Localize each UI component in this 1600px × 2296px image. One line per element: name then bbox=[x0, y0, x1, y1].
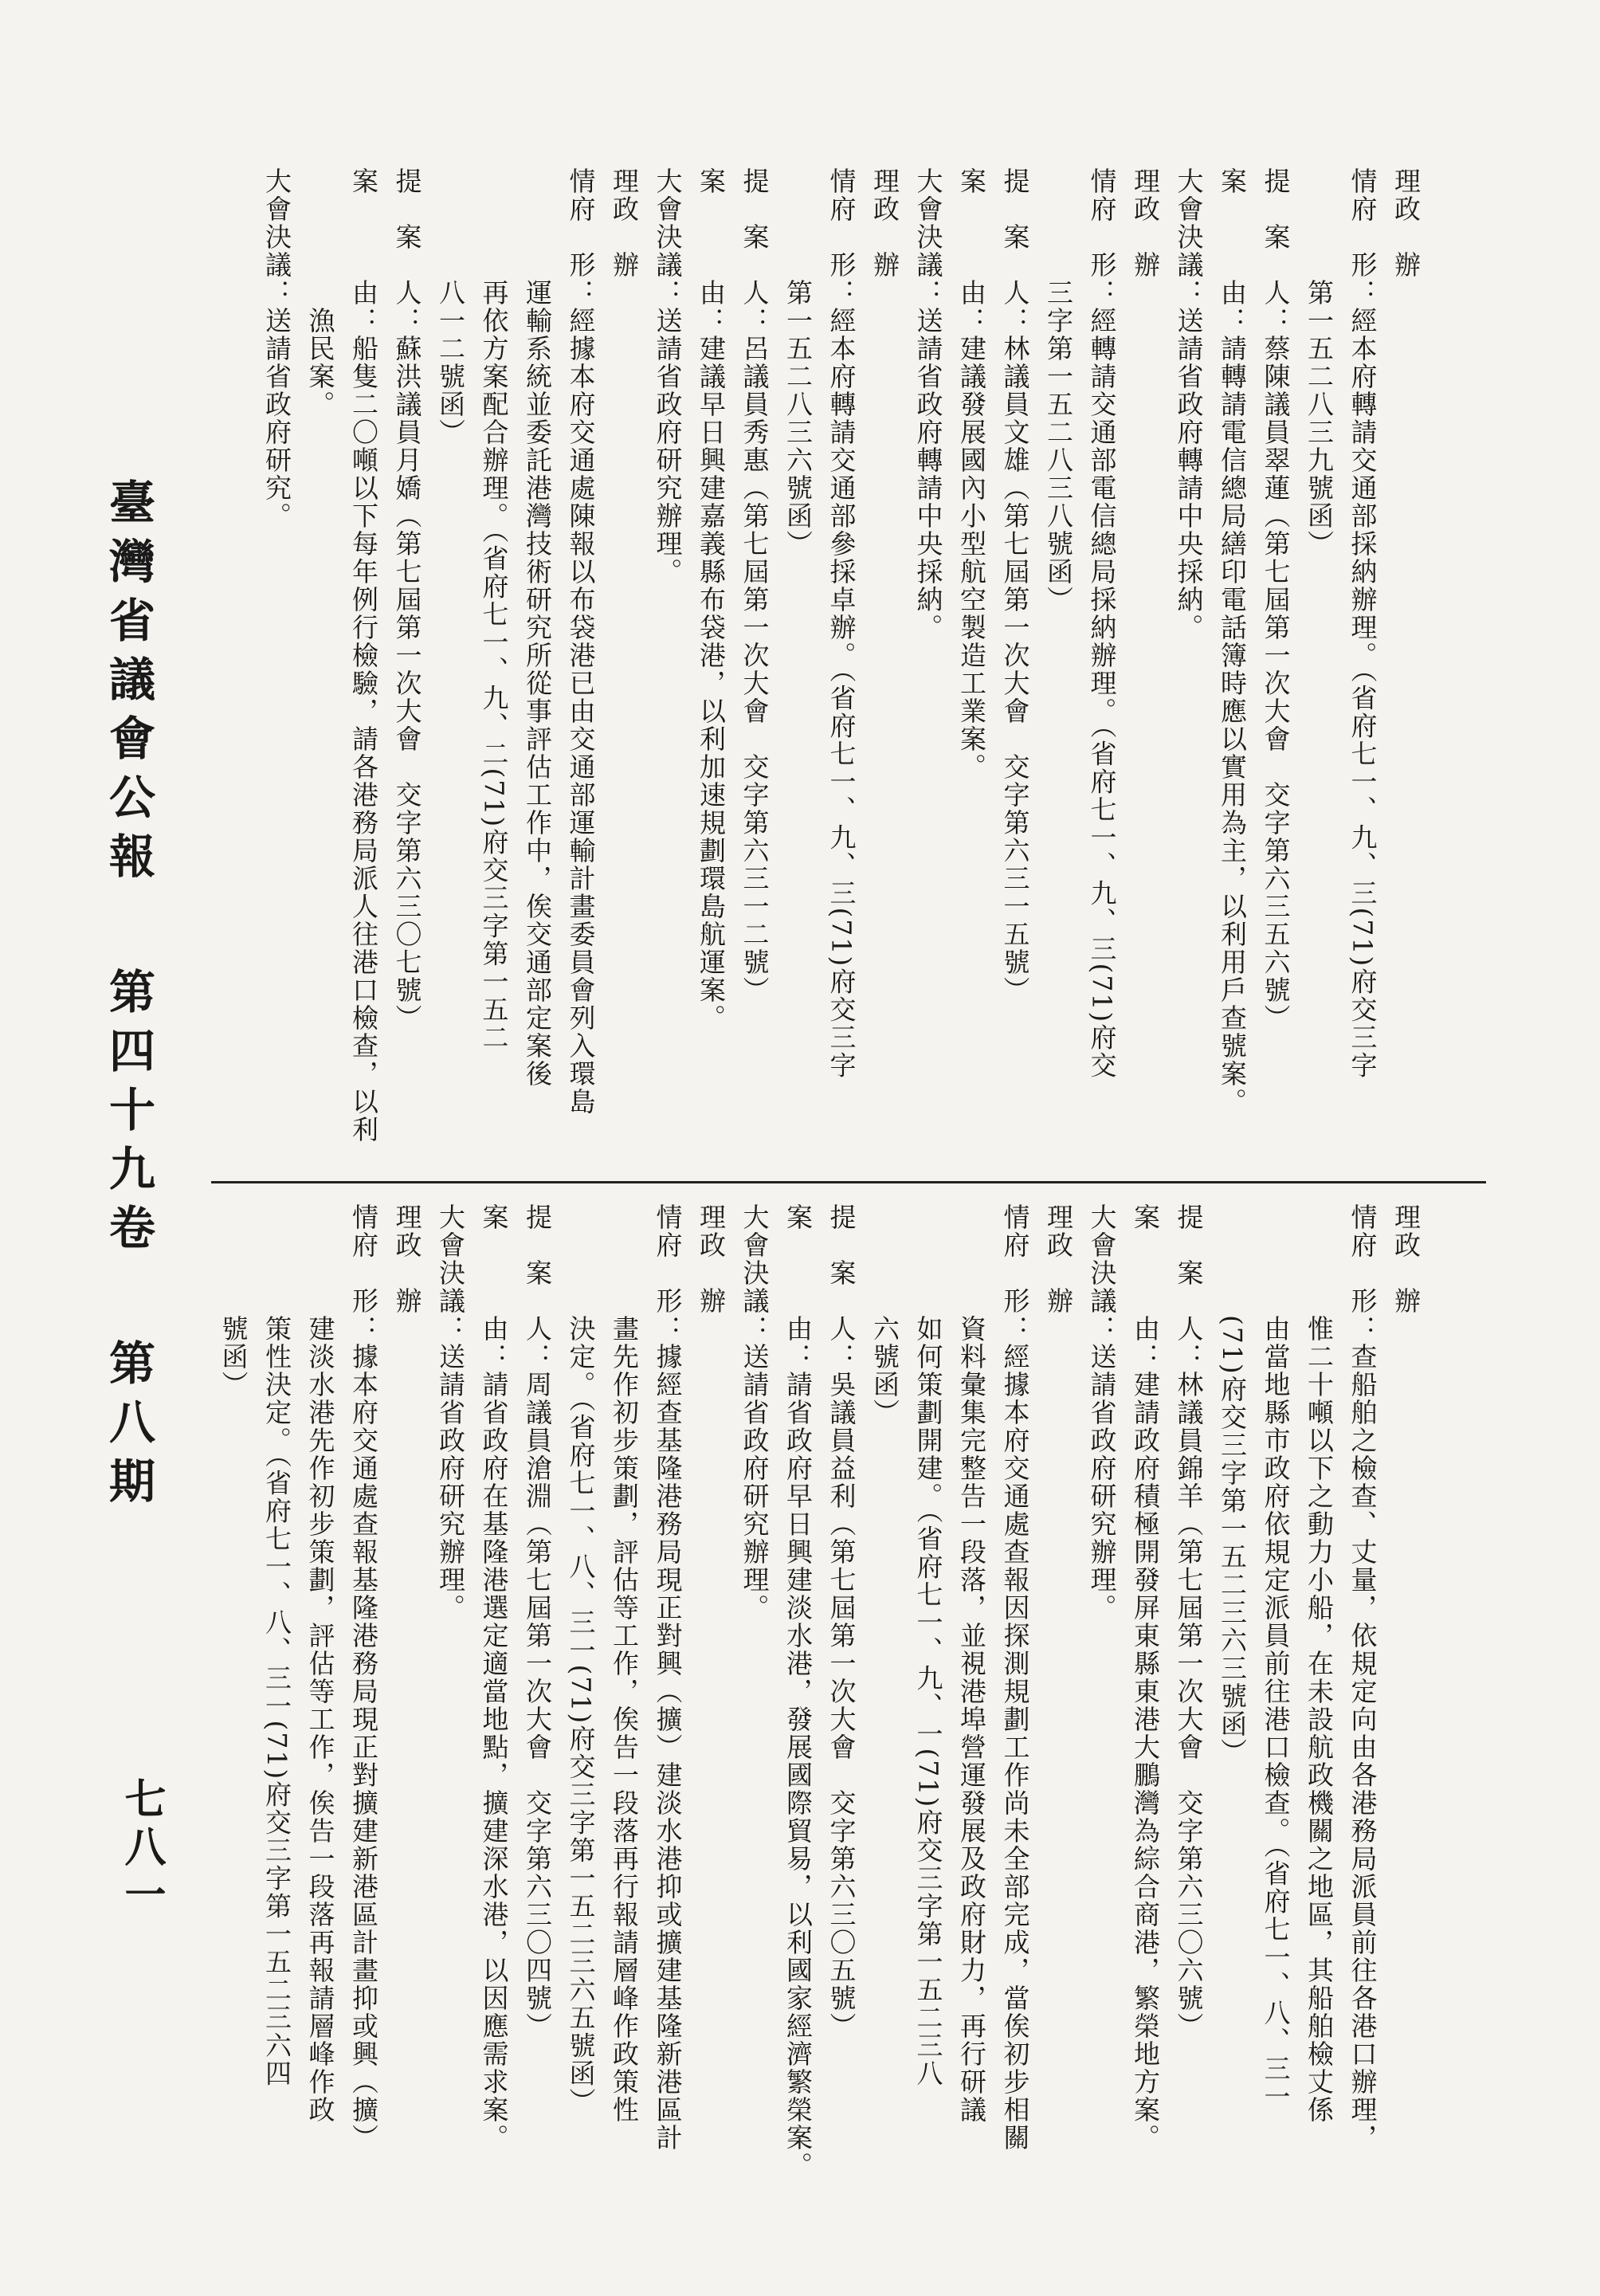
text-column: 理政 辦 bbox=[1390, 167, 1422, 279]
text-column: 理政 辦 bbox=[391, 1203, 423, 1315]
text-column: 大會決議：送請省政府轉請中央採納。 bbox=[1173, 167, 1205, 642]
text-column: 案 由：請省政府在基隆港選定適當地點，擴建深水港，以因應需求案。 bbox=[478, 1203, 510, 2152]
page-number: 七八一 bbox=[117, 1777, 166, 1921]
volume-label: 第四十九卷 bbox=[101, 967, 155, 1263]
text-column: 提 案 人：林議員文雄（第七屆第一次大會 交字第六三一五號） bbox=[999, 167, 1031, 1004]
text-column: 決定。（省府七一、八、三一(71)府交三字第一五二三六五號函） bbox=[565, 1203, 597, 2116]
text-column: 大會決議：送請省政府研究。 bbox=[261, 167, 292, 530]
text-column: 八一二號函） bbox=[435, 167, 466, 446]
text-column: 由當地縣市政府依規定派員前往港口檢查。（省府七一、八、三一 bbox=[1260, 1203, 1292, 2111]
top-half-section bbox=[0, 167, 1514, 1187]
text-column: 大會決議：送請省政府轉請中央採納。 bbox=[912, 167, 944, 642]
bottom-half-section bbox=[0, 1203, 1514, 2192]
text-column: 理政 辦 bbox=[1043, 1203, 1074, 1315]
text-column: 六號函） bbox=[869, 1203, 900, 1427]
text-column: 提 案 人：呂議員秀惠（第七屆第一次大會 交字第六三一二號） bbox=[739, 167, 771, 1004]
text-column: 理政 辦 bbox=[869, 167, 900, 279]
text-column: 大會決議：送請省政府研究辦理。 bbox=[1086, 1203, 1118, 1622]
text-column: 情府 形：經本府轉請交通部參採卓辦。（省府七一、九、三(71)府交三字 bbox=[825, 167, 857, 1080]
text-column: 提 案 人：林議員錦羊（第七屆第一次大會 交字第六三〇六號） bbox=[1173, 1203, 1205, 2040]
text-column: 案 由：建請政府積極開發屏東縣東港大鵬灣為綜合商港，繁榮地方案。 bbox=[1130, 1203, 1161, 2152]
publication-title: 臺灣省議會公報 bbox=[101, 478, 155, 891]
text-column: 資料彙集完整告一段落，並視港埠營運發展及政府財力，再行研議 bbox=[956, 1203, 987, 2124]
text-column: 提 案 人：周議員滄淵（第七屆第一次大會 交字第六三〇四號） bbox=[522, 1203, 553, 2040]
text-column: 情府 形：經轉請交通部電信總局採納辦理。（省府七一、九、三(71)府交 bbox=[1086, 167, 1118, 1080]
text-column: 提 案 人：吳議員益利（第七屆第一次大會 交字第六三〇五號） bbox=[825, 1203, 857, 2040]
text-column: 大會決議：送請省政府研究辦理。 bbox=[739, 1203, 771, 1622]
text-column: 案 由：請轉請電信總局繕印電話簿時應以實用為主，以利用戶查號案。 bbox=[1217, 167, 1248, 1116]
text-column: 理政 辦 bbox=[1390, 1203, 1422, 1315]
text-column: 情府 形：查船舶之檢查、丈量，依規定向由各港務局派員前往各港口辦理， bbox=[1347, 1203, 1378, 2152]
text-column: 號函） bbox=[218, 1203, 249, 1399]
text-column: 三字第一五二八三八號函） bbox=[1043, 167, 1074, 614]
text-column: 畫先作初步策劃，評估等工作，俟告一段落再行報請層峰作政策性 bbox=[609, 1203, 640, 2124]
text-column: 再依方案配合辦理。（省府七一、九、二(71)府交三字第一五二 bbox=[478, 167, 510, 1052]
text-column: 第一五二八三六號函） bbox=[782, 167, 814, 558]
text-column: 理政 辦 bbox=[609, 167, 640, 279]
text-column: 提 案 人：蔡陳議員翠蓮（第七屆第一次大會 交字第六三五六號） bbox=[1260, 167, 1292, 1032]
text-column: 案 由：建議發展國內小型航空製造工業案。 bbox=[956, 167, 987, 781]
text-column: 大會決議：送請省政府研究辦理。 bbox=[652, 167, 684, 586]
text-column: 情府 形：據經查基隆港務局現正對興（擴）建淡水港抑或擴建基隆新港區計 bbox=[652, 1203, 684, 2152]
text-column: 提 案 人：蘇洪議員月嬌（第七屆第一次大會 交字第六三〇七號） bbox=[391, 167, 423, 1032]
text-column: 運輸系統並委託港灣技術研究所從事評估工作中，俟交通部定案後 bbox=[522, 167, 553, 1088]
text-column: 理政 辦 bbox=[1130, 167, 1161, 279]
text-column: (71)府交三字第一五二三六三號函） bbox=[1217, 1203, 1248, 1766]
text-column: 惟二十噸以下之動力小船，在未設航政機關之地區，其船舶檢丈係 bbox=[1304, 1203, 1335, 2124]
text-column: 情府 形：據本府交通處查報基隆港務局現正對擴建新港區計畫抑或興（擴） bbox=[348, 1203, 379, 2152]
text-column: 案 由：船隻二〇噸以下每年例行檢驗，請各港務局派人往港口檢查，以利 bbox=[348, 167, 379, 1144]
text-column: 案 由：建議早日興建嘉義縣布袋港，以利加速規劃環島航運案。 bbox=[696, 167, 727, 1032]
text-column: 大會決議：送請省政府研究辦理。 bbox=[435, 1203, 466, 1622]
text-column: 策性決定。（省府七一、八、三一(71)府交三字第一五二三六四 bbox=[261, 1203, 292, 2088]
text-column: 情府 形：經據本府交通處查報因探測規劃工作尚未全部完成，當俟初步相關 bbox=[999, 1203, 1031, 2152]
issue-label: 第八期 bbox=[101, 1339, 155, 1517]
text-column: 第一五二八三九號函） bbox=[1304, 167, 1335, 558]
text-column: 理政 辦 bbox=[696, 1203, 727, 1315]
text-column: 案 由：請省政府早日興建淡水港，發展國際貿易，以利國家經濟繁榮案。 bbox=[782, 1203, 814, 2180]
text-column: 情府 形：經據本府交通處陳報以布袋港已由交通部運輸計畫委員會列入環島 bbox=[565, 167, 597, 1116]
text-column: 漁民案。 bbox=[304, 167, 336, 418]
text-column: 如何策劃開建。（省府七一、九、一(71)府交三字第一五二三八 bbox=[912, 1203, 944, 2088]
text-column: 情府 形：經本府轉請交通部採納辦理。（省府七一、九、三(71)府交三字 bbox=[1347, 167, 1378, 1080]
section-divider bbox=[211, 1181, 1486, 1183]
text-column: 建淡水港先作初步策劃，評估等工作，俟告一段落再報請層峰作政 bbox=[304, 1203, 336, 2124]
publication-header bbox=[101, 478, 155, 1517]
